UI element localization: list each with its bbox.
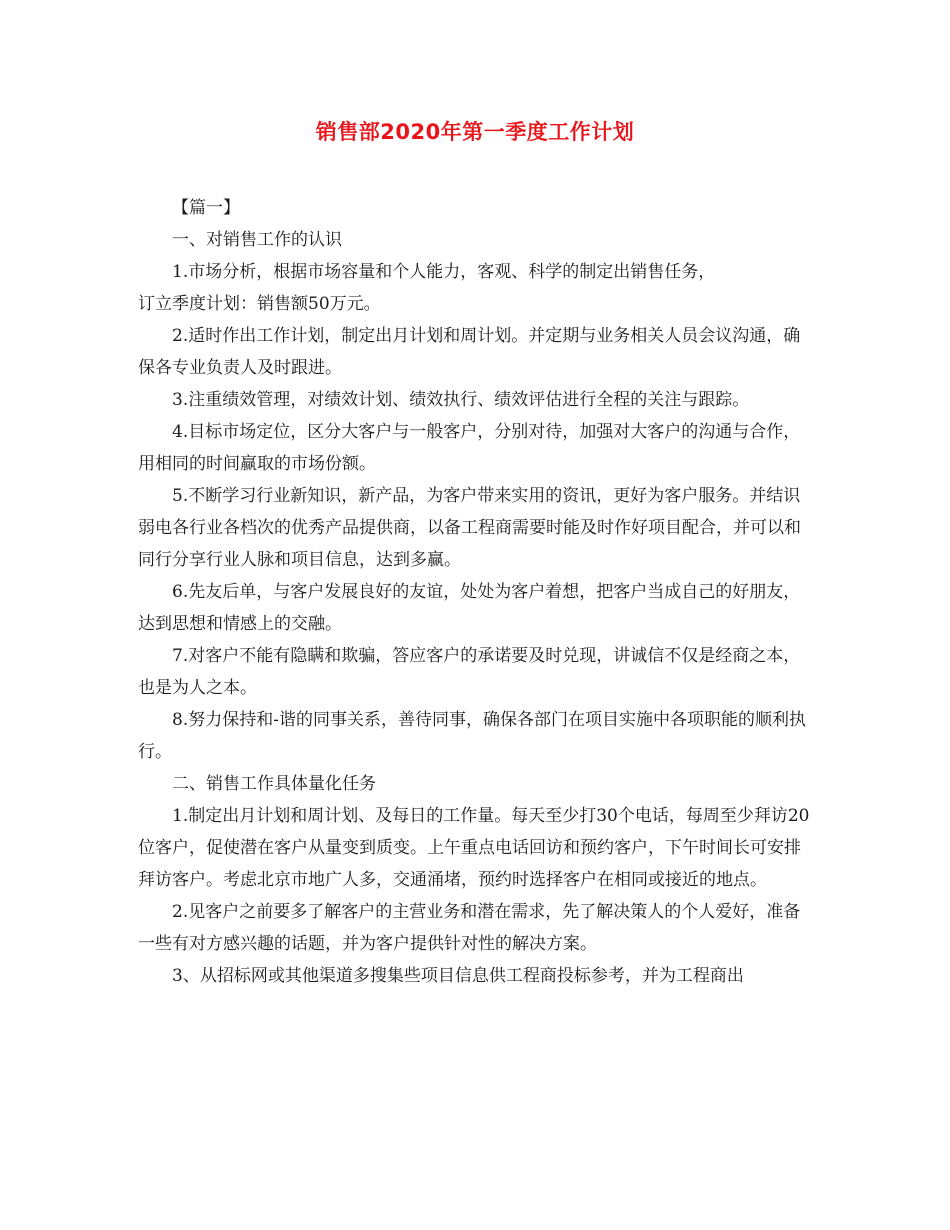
paragraph: 1.市场分析，根据市场容量和个人能力，客观、科学的制定出销售任务， (172, 262, 716, 282)
section-heading: 一、对销售工作的认识 (172, 230, 342, 250)
paragraph: 8.努力保持和-谐的同事关系，善待同事，确保各部门在项目实施中各项职能的顺利执行。 (138, 710, 806, 762)
paragraph: 3、从招标网或其他渠道多搜集些项目信息供工程商投标参考，并为工程商出 (172, 966, 744, 986)
paragraph: 5.不断学习行业新知识，新产品，为客户带来实用的资讯，更好为客户服务。并结识弱电各行业各档次的优秀产品提供商，以备工程商需要时能及时作好项目配合，并可以和同行分享行业人脉和项目信息，达到多赢。 (138, 486, 801, 570)
paragraph: 3.注重绩效管理，对绩效计划、绩效执行、绩效评估进行全程的关注与跟踪。 (172, 390, 750, 410)
paragraph: 2.适时作出工作计划，制定出月计划和周计划。并定期与业务相关人员会议沟通，确保各专业负责人及时跟进。 (138, 326, 801, 378)
section-heading: 二、销售工作具体量化任务 (172, 774, 376, 794)
document-body (138, 192, 814, 992)
paragraph: 6.先友后单，与客户发展良好的友谊，处处为客户着想，把客户当成自己的好朋友，达到思想和情感上的交融。 (138, 582, 801, 634)
chapter-label: 【篇一】 (172, 198, 240, 218)
paragraph: 2.见客户之前要多了解客户的主营业务和潜在需求，先了解决策人的个人爱好，准备一些有对方感兴趣的话题，并为客户提供针对性的解决方案。 (138, 902, 801, 954)
paragraph: 1.制定出月计划和周计划、及每日的工作量。每天至少打30个电话，每周至少拜访20位客户，促使潜在客户从量变到质变。上午重点电话回访和预约客户，下午时间长可安排拜访客户。考虑北京市地广人多，交通涌堵，预约时选择客户在相同或接近的地点。 (138, 806, 810, 890)
paragraph: 4.目标市场定位，区分大客户与一般客户，分别对待，加强对大客户的沟通与合作，用相同的时间赢取的市场份额。 (138, 422, 801, 474)
paragraph: 订立季度计划：销售额50万元。 (138, 294, 381, 314)
paragraph: 7.对客户不能有隐瞒和欺骗，答应客户的承诺要及时兑现，讲诚信不仅是经商之本，也是为人之本。 (138, 646, 801, 698)
page-title: 销售部2020年第一季度工作计划 (315, 120, 635, 144)
